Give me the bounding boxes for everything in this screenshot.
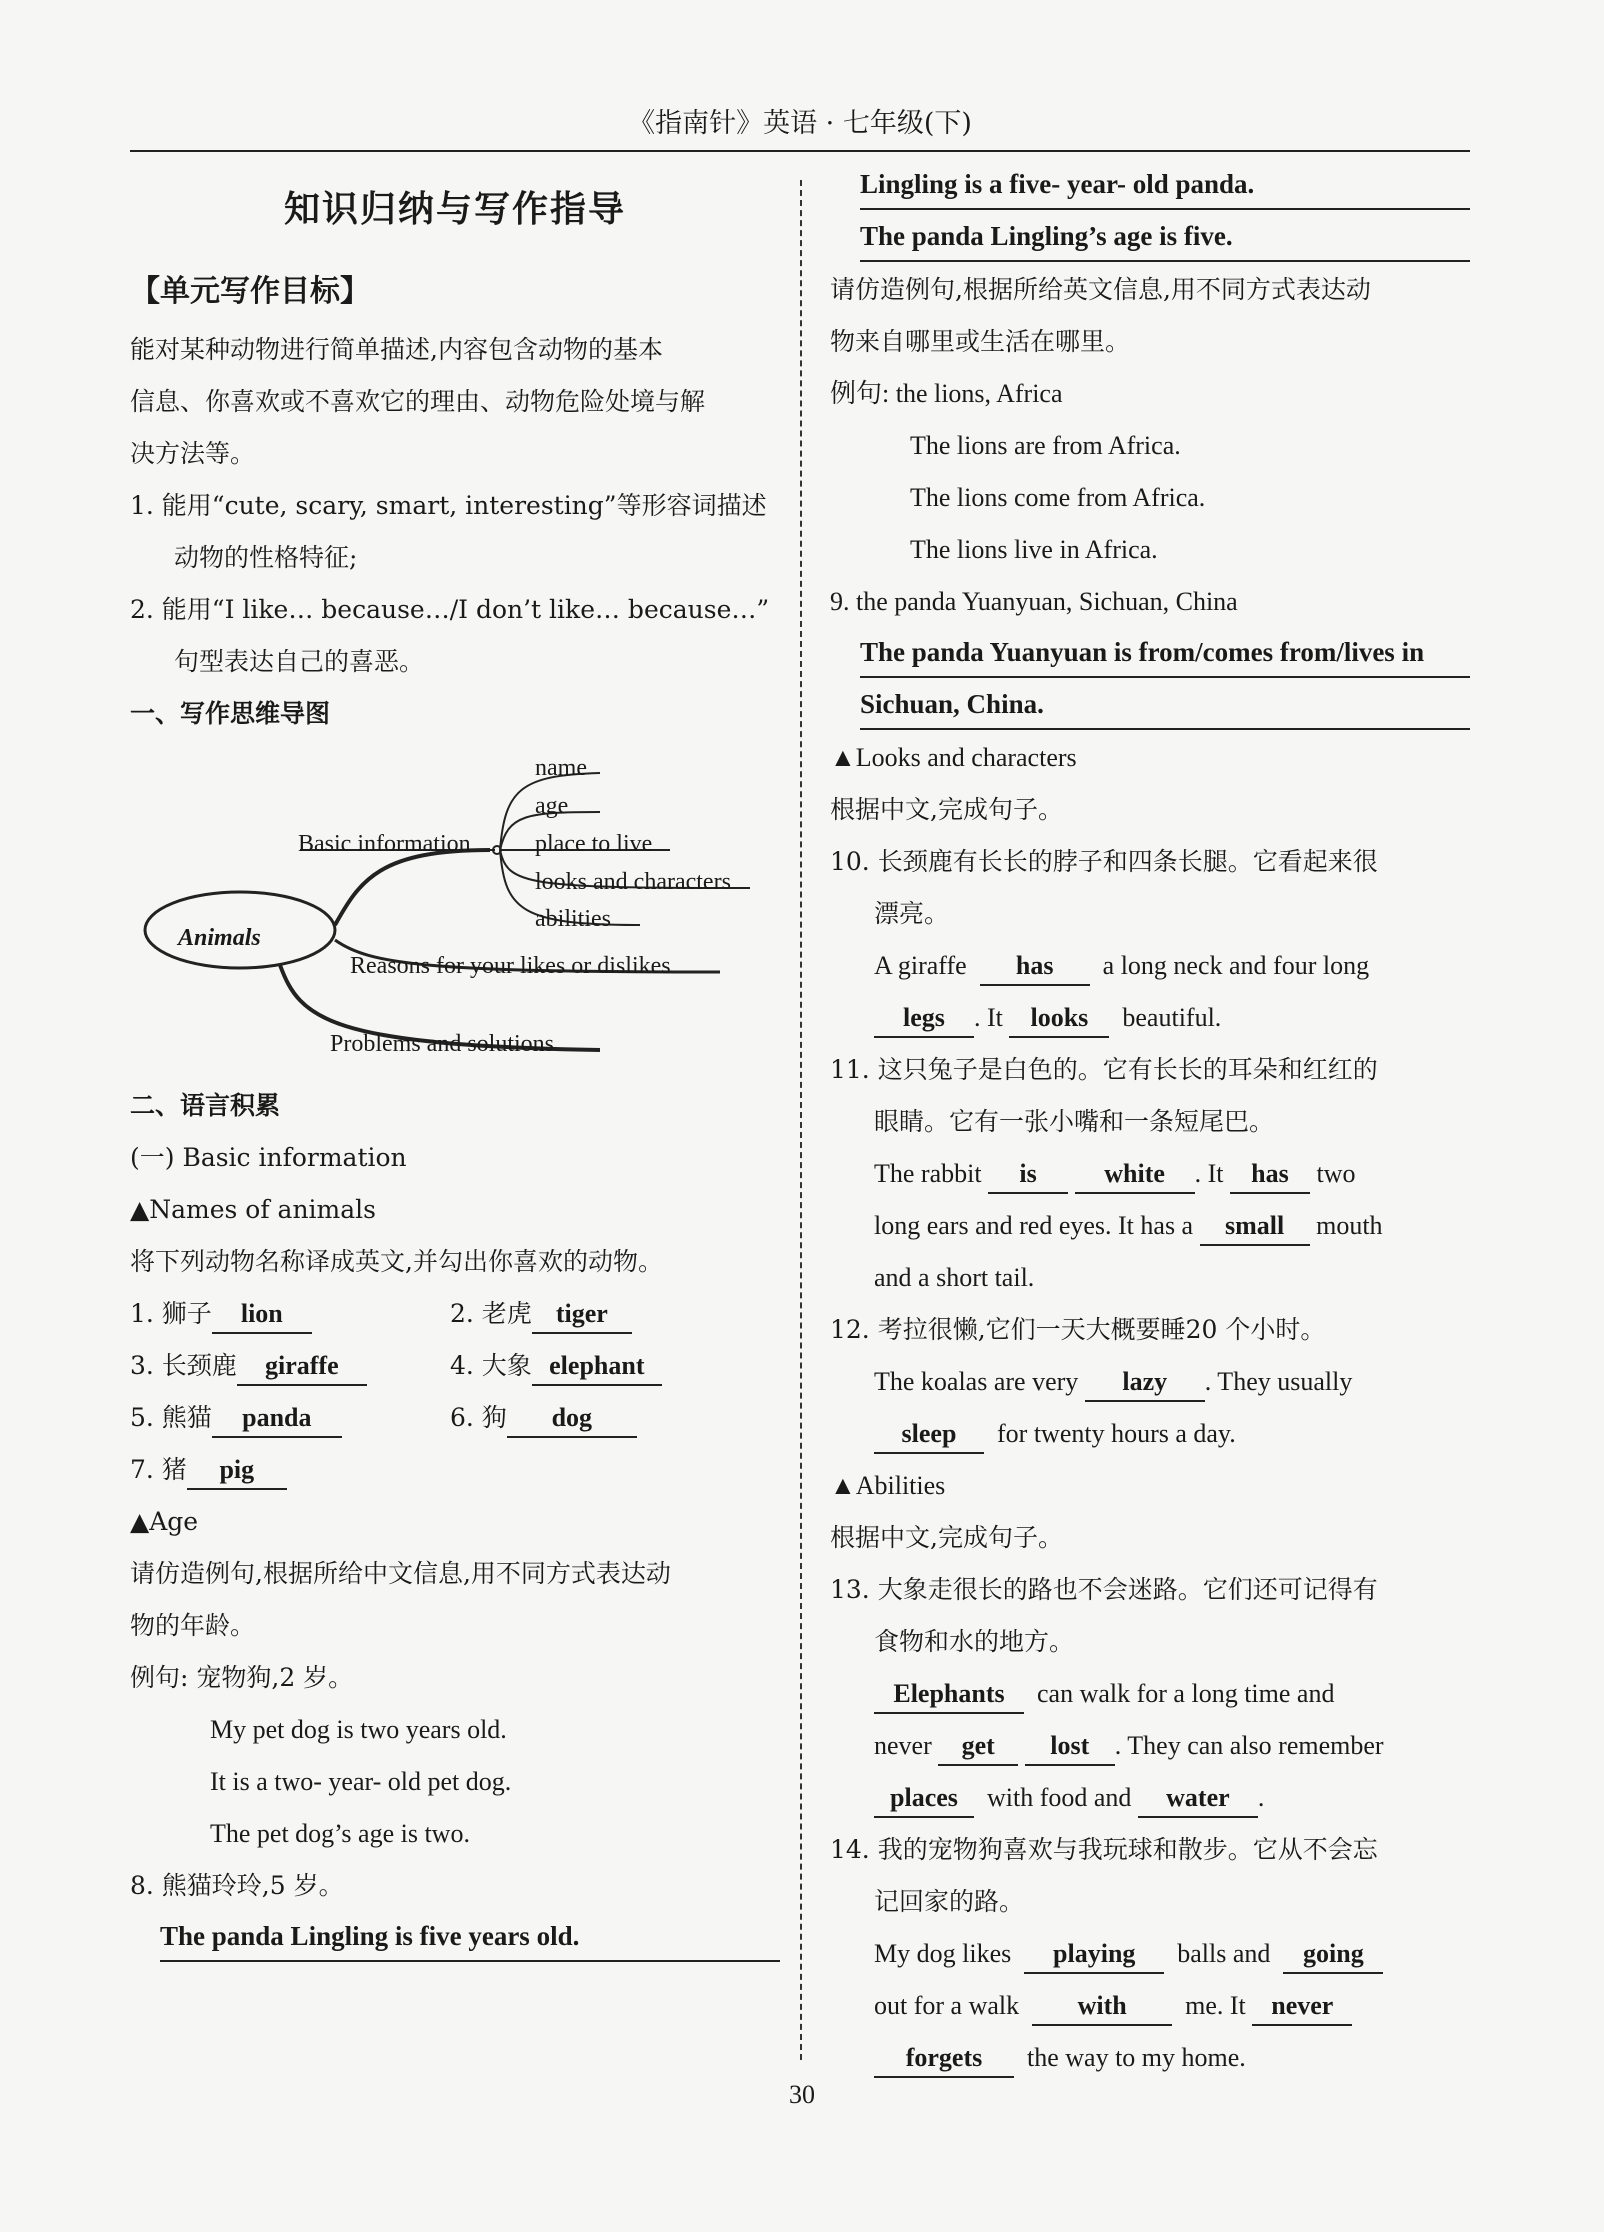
q10-blank-3: looks [1009, 1000, 1109, 1038]
q10-blank-1: has [980, 948, 1090, 986]
q11-text-f: mouth [1316, 1211, 1383, 1240]
q12-text-c: . They usually [1204, 1367, 1353, 1396]
q13-text-a: can walk for a long time and [1037, 1679, 1335, 1708]
q10-cn-1: 10. 长颈鹿有长长的脖子和四条长腿。它看起来很 [830, 847, 1378, 876]
q13-line-3 [830, 1772, 1470, 1824]
q11-text-e: long ears and red eyes. It has a [874, 1211, 1194, 1240]
name-q6: 6. 狗 [450, 1403, 507, 1432]
q13-cn-2: 食物和水的地方。 [874, 1627, 1075, 1656]
section-title: 知识归纳与写作指导 [283, 189, 626, 230]
q14-blank-4: never [1252, 1988, 1352, 2026]
q11-line-1 [830, 1148, 1470, 1200]
place-example-label: 例句: the lions, Africa [830, 379, 1063, 408]
names-heading: ▲Names of animals [130, 1195, 376, 1224]
mindmap-problems: Problems and solutions [330, 1031, 555, 1057]
q13-blank-4: places [874, 1780, 974, 1818]
q11-blank-1: is [988, 1156, 1068, 1194]
names-row-1 [130, 1288, 780, 1340]
left-column [130, 160, 780, 1962]
q14-cn-1: 14. 我的宠物狗喜欢与我玩球和散步。它从不会忘 [830, 1835, 1378, 1864]
q12-line-2 [830, 1408, 1470, 1460]
q13-blank-3: lost [1025, 1728, 1115, 1766]
goal-1-line-1: 1. 能用“cute, scary, smart, interesting”等形容词描述 [130, 491, 767, 520]
q12-text-d: for twenty hours a day. [997, 1419, 1236, 1448]
name-a2: tiger [532, 1296, 632, 1334]
goal-2-line-1: 2. 能用“I like… because…/I don’t like… because…” [130, 595, 770, 624]
name-q3: 3. 长颈鹿 [130, 1351, 237, 1380]
name-a1: lion [212, 1296, 312, 1334]
age-example-3: The pet dog’s age is two. [210, 1819, 470, 1848]
q11-blank-4: small [1200, 1208, 1310, 1246]
goal-text-3: 决方法等。 [130, 439, 256, 468]
q10-text-e: beautiful. [1122, 1003, 1222, 1032]
name-a7: pig [187, 1452, 287, 1490]
looks-instr: 根据中文,完成句子。 [830, 795, 1063, 824]
q8-answer-1-wrap [130, 1912, 780, 1962]
mindmap-reasons: Reasons for your likes or dislikes [350, 953, 671, 979]
q9-answer-2-wrap [830, 680, 1470, 732]
q11-text-a: The rabbit [874, 1159, 982, 1188]
q13-text-d: . They can also remember [1114, 1731, 1384, 1760]
name-q4: 4. 大象 [450, 1351, 532, 1380]
q14-line-1 [830, 1928, 1470, 1980]
q9-answer-1-wrap [830, 628, 1470, 680]
q14-text-e: me. It [1185, 1991, 1246, 2020]
basic-info-heading: (一) Basic information [130, 1143, 407, 1172]
place-example-1: The lions are from Africa. [910, 431, 1181, 460]
names-row-3 [130, 1392, 780, 1444]
age-heading: ▲Age [130, 1507, 199, 1536]
q14-text-a: My dog likes [874, 1939, 1012, 1968]
name-q5: 5. 熊猫 [130, 1403, 212, 1432]
q14-line-2 [830, 1980, 1470, 2032]
q14-line-3 [830, 2032, 1470, 2084]
q13-line-2 [830, 1720, 1470, 1772]
mindmap-item-looks: looks and characters [535, 869, 731, 895]
name-a6: dog [507, 1400, 637, 1438]
q8-answer-3-wrap [830, 212, 1470, 264]
q10-text-d: . It [974, 1003, 1003, 1032]
place-instr-2: 物来自哪里或生活在哪里。 [830, 327, 1131, 356]
q10-blank-2: legs [874, 1000, 974, 1038]
goal-2-line-2: 句型表达自己的喜恶。 [174, 647, 425, 676]
q13-text-e: with food and [987, 1783, 1132, 1812]
q13-text-f: . [1257, 1783, 1265, 1812]
names-row-4 [130, 1444, 780, 1496]
q11-cn-2: 眼睛。它有一张小嘴和一条短尾巴。 [874, 1107, 1275, 1136]
lang-heading: 二、语言积累 [130, 1091, 281, 1120]
name-a5: panda [212, 1400, 342, 1438]
age-instr-1: 请仿造例句,根据所给中文信息,用不同方式表达动 [130, 1559, 671, 1588]
age-example-1: My pet dog is two years old. [210, 1715, 507, 1744]
name-q1: 1. 狮子 [130, 1299, 212, 1328]
mindmap-item-abilities: abilities [535, 906, 611, 932]
age-example-label: 例句: 宠物狗,2 岁。 [130, 1663, 354, 1692]
q14-blank-2: going [1283, 1936, 1383, 1974]
page-number: 30 [789, 2080, 815, 2109]
names-row-2 [130, 1340, 780, 1392]
q9-answer-1: The panda Yuanyuan is from/comes from/lives in [860, 628, 1470, 678]
age-instr-2: 物的年龄。 [130, 1611, 256, 1640]
q10-cn-2: 漂亮。 [874, 899, 950, 928]
q8-answer-3: The panda Lingling’s age is five. [860, 212, 1470, 262]
name-q2: 2. 老虎 [450, 1299, 532, 1328]
looks-heading: ▲Looks and characters [830, 743, 1077, 772]
q11-blank-3: has [1230, 1156, 1310, 1194]
goal-text-1: 能对某种动物进行简单描述,内容包含动物的基本 [130, 335, 663, 364]
q13-line-1 [830, 1668, 1470, 1720]
q11-line-3: and a short tail. [874, 1263, 1035, 1292]
mindmap-item-age: age [535, 793, 569, 819]
place-example-2: The lions come from Africa. [910, 483, 1206, 512]
q11-cn-1: 11. 这只兔子是白色的。它有长长的耳朵和红红的 [830, 1055, 1378, 1084]
place-instr-1: 请仿造例句,根据所给英文信息,用不同方式表达动 [830, 275, 1371, 304]
goal-1-line-2: 动物的性格特征; [174, 543, 358, 572]
q14-cn-2: 记回家的路。 [874, 1887, 1025, 1916]
q10-text-a: A giraffe [874, 951, 967, 980]
goal-heading: 【单元写作目标】 [130, 274, 370, 309]
q9-answer-2: Sichuan, China. [860, 680, 1470, 730]
mindmap-item-name: name [535, 755, 587, 781]
q8-answer-2: Lingling is a five- year- old panda. [860, 160, 1470, 210]
q10-line-1 [830, 940, 1470, 992]
q14-text-d: out for a walk [874, 1991, 1020, 2020]
q13-blank-1: Elephants [874, 1676, 1024, 1714]
page-header [130, 100, 1470, 152]
q12-line-1 [830, 1356, 1470, 1408]
abilities-instr: 根据中文,完成句子。 [830, 1523, 1063, 1552]
q13-blank-2: get [938, 1728, 1018, 1766]
q14-blank-3: with [1032, 1988, 1172, 2026]
column-divider [800, 180, 802, 2060]
q14-text-c: balls and [1177, 1939, 1271, 1968]
q10-line-2 [830, 992, 1470, 1044]
q12-blank-1: lazy [1085, 1364, 1205, 1402]
q14-text-f: the way to my home. [1027, 2043, 1246, 2072]
q12-blank-2: sleep [874, 1416, 984, 1454]
q9-prompt: 9. the panda Yuanyuan, Sichuan, China [830, 587, 1238, 616]
right-column [830, 160, 1470, 2084]
mindmap-center: Animals [178, 925, 261, 951]
header-title: 《指南针》英语 · 七年级(下) [628, 108, 972, 139]
q11-text-c: . It [1194, 1159, 1224, 1188]
q11-line-2 [830, 1200, 1470, 1252]
name-a4: elephant [532, 1348, 662, 1386]
age-example-2: It is a two- year- old pet dog. [210, 1767, 512, 1796]
q10-text-c: a long neck and four long [1102, 951, 1370, 980]
q14-blank-5: forgets [874, 2040, 1014, 2078]
mind-map [130, 740, 780, 1080]
q8-answer-2-wrap [830, 160, 1470, 212]
name-q7: 7. 猪 [130, 1455, 187, 1484]
mindmap-basic: Basic information [298, 831, 471, 857]
mindmap-heading: 一、写作思维导图 [130, 699, 331, 728]
place-example-3: The lions live in Africa. [910, 535, 1158, 564]
abilities-heading: ▲Abilities [830, 1471, 946, 1500]
q14-blank-1: playing [1024, 1936, 1164, 1974]
q13-cn-1: 13. 大象走很长的路也不会迷路。它们还可记得有 [830, 1575, 1378, 1604]
q8-answer-1: The panda Lingling is five years old. [160, 1912, 780, 1962]
q12-cn: 12. 考拉很懒,它们一天大概要睡20 个小时。 [830, 1315, 1326, 1344]
q11-text-d: two [1316, 1159, 1356, 1188]
q11-blank-2: white [1075, 1156, 1195, 1194]
q13-blank-5: water [1138, 1780, 1258, 1818]
name-a3: giraffe [237, 1348, 367, 1386]
names-instruction: 将下列动物名称译成英文,并勾出你喜欢的动物。 [130, 1247, 663, 1276]
mindmap-item-place: place to live [535, 831, 653, 857]
q12-text-a: The koalas are very [874, 1367, 1079, 1396]
q8-prompt: 8. 熊猫玲玲,5 岁。 [130, 1871, 344, 1900]
goal-text-2: 信息、你喜欢或不喜欢它的理由、动物危险处境与解 [130, 387, 706, 416]
q13-text-c: never [874, 1731, 932, 1760]
